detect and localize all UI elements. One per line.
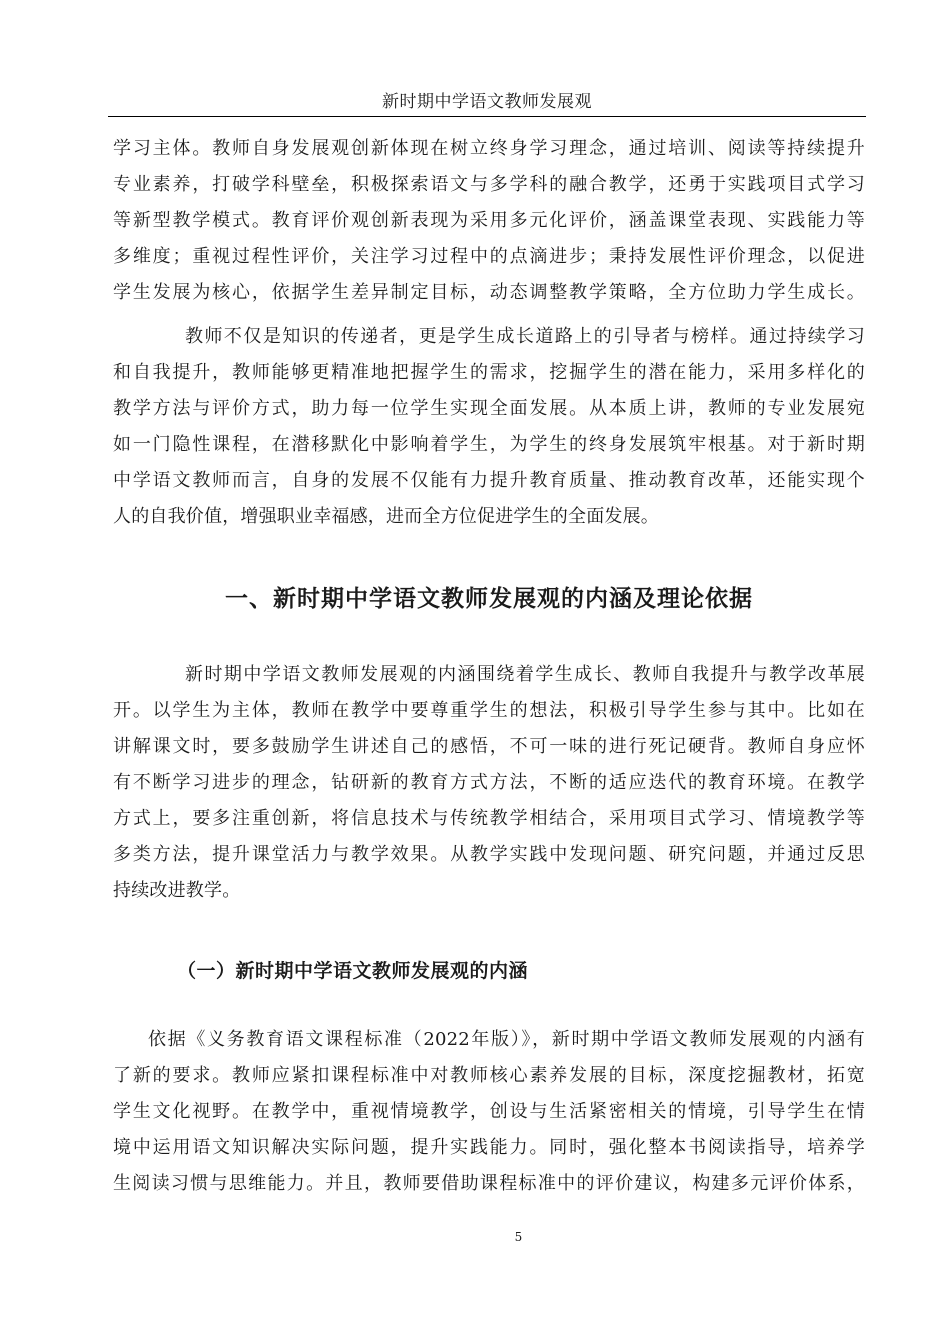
- paragraph-line: 中学语文教师而言，自身的发展不仅能有力提升教育质量、推动教育改革，还能实现个: [113, 470, 865, 491]
- paragraph-line: 专业素养，打破学科壁垒，积极探索语文与多学科的融合教学，还勇于实践项目式学习: [113, 174, 865, 195]
- paragraph-line: 教师不仅是知识的传递者，更是学生成长道路上的引导者与榜样。通过持续学习: [185, 326, 865, 347]
- paragraph-line: 依据《义务教育语文课程标准（2022年版）》，新时期中学语文教师发展观的内涵有: [148, 1029, 865, 1050]
- paragraph-line: 学生文化视野。在教学中，重视情境教学，创设与生活紧密相关的情境，引导学生在情: [113, 1101, 865, 1122]
- paragraph-line: 讲解课文时，要多鼓励学生讲述自己的感悟，不可一味的进行死记硬背。教师自身应怀: [113, 736, 865, 757]
- paragraph-line: 和自我提升，教师能够更精准地把握学生的需求，挖掘学生的潜在能力，采用多样化的: [113, 362, 865, 383]
- paragraph-line: 方式上，要多注重创新，将信息技术与传统教学相结合，采用项目式学习、情境教学等: [113, 808, 865, 829]
- paragraph-line: 新时期中学语文教师发展观的内涵围绕着学生成长、教师自我提升与教学改革展: [185, 664, 865, 685]
- section-heading: 一、新时期中学语文教师发展观的内涵及理论依据: [225, 585, 753, 612]
- paragraph-line: 教学方法与评价方式，助力每一位学生实现全面发展。从本质上讲，教师的专业发展宛: [113, 398, 865, 419]
- paragraph-line: 有不断学习进步的理念，钻研新的教育方式方法，不断的适应迭代的教育环境。在教学: [113, 772, 865, 793]
- sub-heading: （一）新时期中学语文教师发展观的内涵: [177, 960, 529, 982]
- paragraph-line: 人的自我价值，增强职业幸福感，进而全方位促进学生的全面发展。: [113, 506, 659, 527]
- page-number: 5: [514, 1230, 523, 1244]
- paragraph-line: 多维度；重视过程性评价，关注学习过程中的点滴进步；秉持发展性评价理念，以促进: [113, 246, 865, 267]
- paragraph-line: 学生发展为核心，依据学生差异制定目标，动态调整教学策略，全方位助力学生成长。: [113, 282, 865, 303]
- paragraph-line: 多类方法，提升课堂活力与教学效果。从教学实践中发现问题、研究问题，并通过反思: [113, 844, 865, 865]
- paragraph-line: 生阅读习惯与思维能力。并且，教师要借助课程标准中的评价建议，构建多元评价体系，: [113, 1173, 865, 1194]
- paragraph-line: 如一门隐性课程，在潜移默化中影响着学生，为学生的终身发展筑牢根基。对于新时期: [113, 434, 865, 455]
- paragraph-line: 开。以学生为主体，教师在教学中要尊重学生的想法，积极引导学生参与其中。比如在: [113, 700, 865, 721]
- paragraph-line: 境中运用语文知识解决实际问题，提升实践能力。同时，强化整本书阅读指导，培养学: [113, 1137, 865, 1158]
- header-rule: [108, 116, 866, 117]
- paragraph-line: 了新的要求。教师应紧扣课程标准中对教师核心素养发展的目标，深度挖掘教材，拓宽: [113, 1065, 865, 1086]
- paragraph-line: 学习主体。教师自身发展观创新体现在树立终身学习理念，通过培训、阅读等持续提升: [113, 138, 865, 159]
- paragraph-line: 持续改进教学。: [113, 880, 241, 901]
- paragraph-line: 等新型教学模式。教育评价观创新表现为采用多元化评价，涵盖课堂表现、实践能力等: [113, 210, 865, 231]
- running-header: 新时期中学语文教师发展观: [382, 92, 592, 112]
